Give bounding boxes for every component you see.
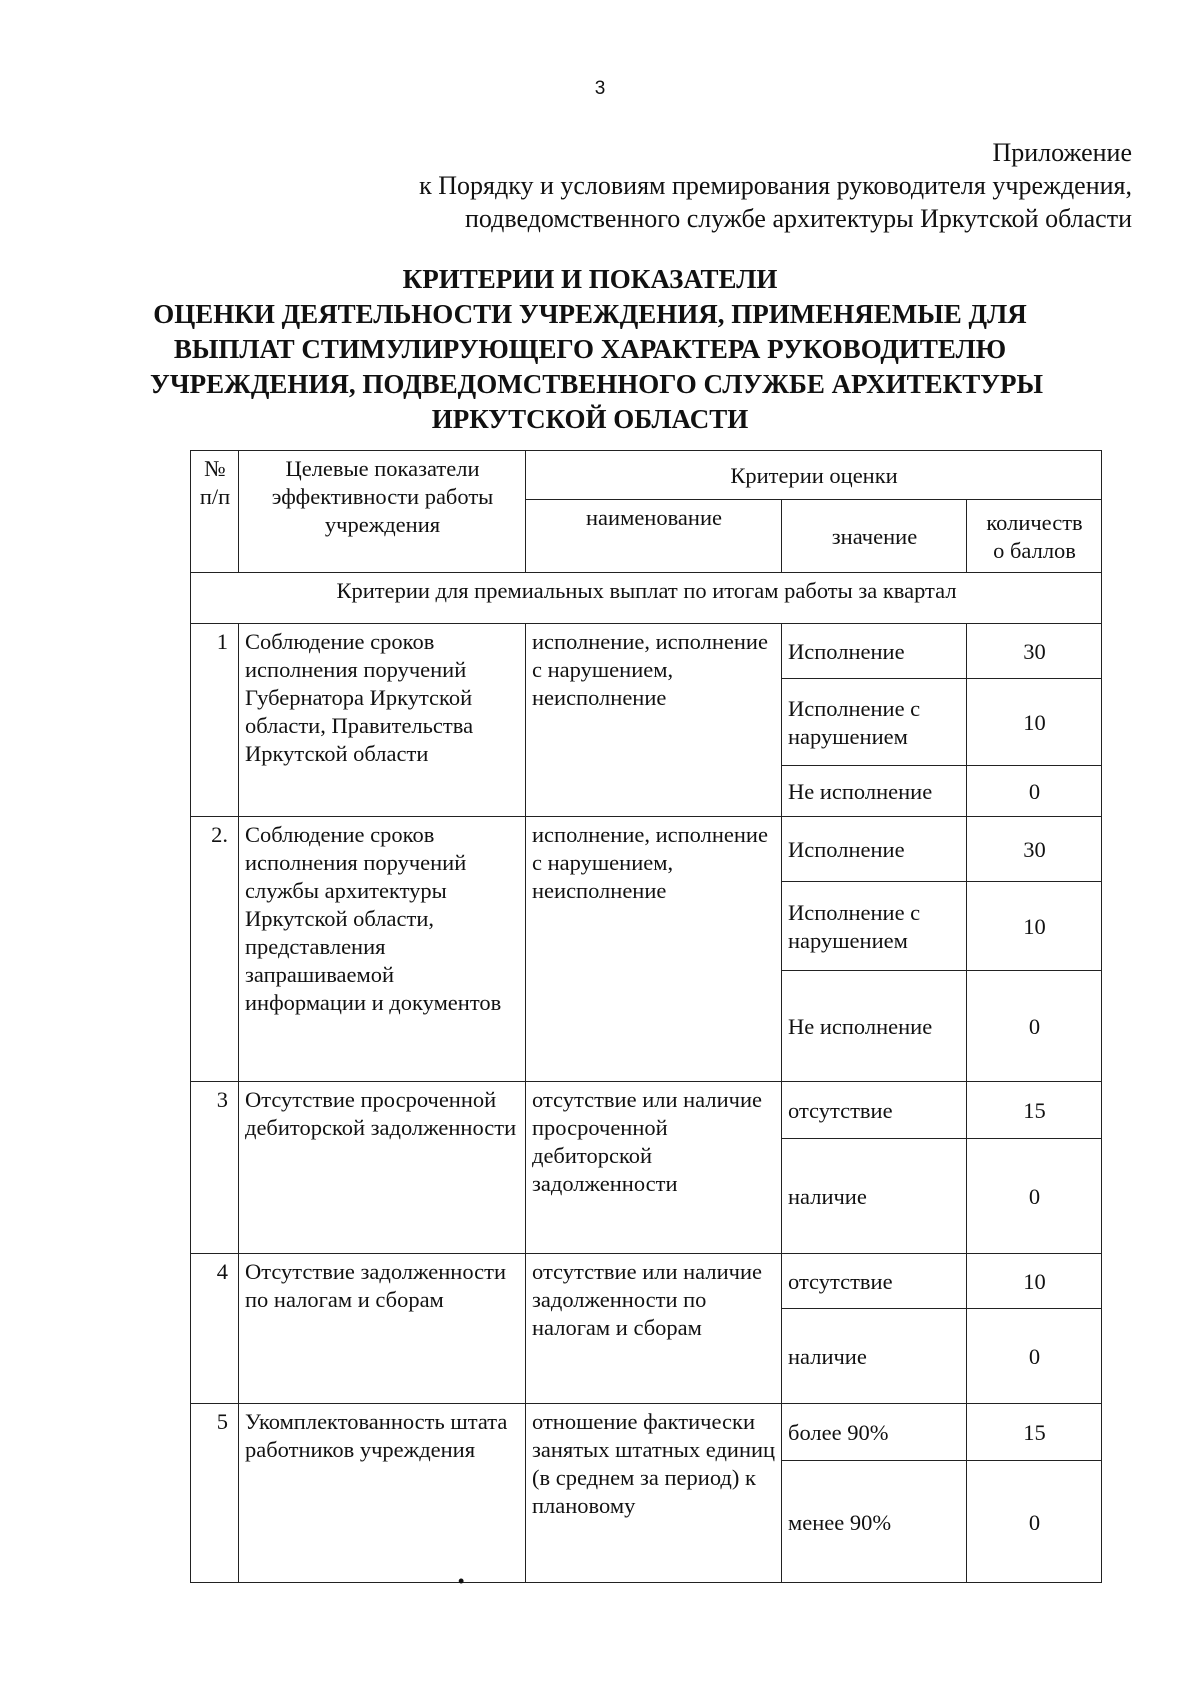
table-row bbox=[191, 624, 1102, 679]
option-value: наличие bbox=[782, 1309, 967, 1404]
option-value: Исполнение bbox=[782, 817, 967, 882]
header-points-line-1: количеств bbox=[986, 510, 1083, 535]
option-value: отсутствие bbox=[782, 1254, 967, 1309]
option-points: 0 bbox=[967, 971, 1102, 1082]
row-number: 4 bbox=[191, 1254, 239, 1404]
appendix-line-1: Приложение bbox=[992, 138, 1132, 167]
option-value: отсутствие bbox=[782, 1082, 967, 1139]
option-value: более 90% bbox=[782, 1404, 967, 1461]
title-line-3: ВЫПЛАТ СТИМУЛИРУЮЩЕГО ХАРАКТЕРА РУКОВОДИТЕЛЮ bbox=[173, 334, 1007, 364]
table-row bbox=[191, 817, 1102, 882]
row-criterion: отсутствие или наличие просроченной дебиторской задолженности bbox=[526, 1082, 782, 1254]
header-num-line-1: № bbox=[204, 456, 226, 481]
document-title bbox=[150, 262, 1044, 437]
row-criterion: отсутствие или наличие задолженности по налогам и сборам bbox=[526, 1254, 782, 1404]
row-criterion: отношение фактически занятых штатных единиц (в среднем за период) к плановому bbox=[526, 1404, 782, 1583]
option-points: 30 bbox=[967, 624, 1102, 679]
row-indicator: Соблюдение сроков исполнения поручений Губернатора Иркутской области, Правительства Иркутской области bbox=[239, 624, 526, 817]
option-points: 0 bbox=[967, 1139, 1102, 1254]
option-points: 0 bbox=[967, 1309, 1102, 1404]
header-row bbox=[191, 451, 1102, 500]
title-line-5: ИРКУТСКОЙ ОБЛАСТИ bbox=[431, 404, 749, 434]
row-indicator: Укомплектованность штата работников учреждения bbox=[239, 1404, 526, 1583]
header-points-line-2: о баллов bbox=[993, 538, 1076, 563]
option-points: 0 bbox=[967, 766, 1102, 817]
option-points: 10 bbox=[967, 679, 1102, 766]
title-line-1: КРИТЕРИИ И ПОКАЗАТЕЛИ bbox=[402, 264, 778, 294]
option-points: 15 bbox=[967, 1082, 1102, 1139]
page-number: 3 bbox=[594, 78, 606, 99]
table-row bbox=[191, 1254, 1102, 1309]
title-line-2: ОЦЕНКИ ДЕЯТЕЛЬНОСТИ УЧРЕЖДЕНИЯ, ПРИМЕНЯЕМЫЕ ДЛЯ bbox=[153, 299, 1027, 329]
row-number: 3 bbox=[191, 1082, 239, 1254]
table-row bbox=[191, 1082, 1102, 1139]
header-criteria-cell: Критерии оценки bbox=[526, 451, 1102, 500]
option-value: Не исполнение bbox=[782, 766, 967, 817]
appendix-line-2: к Порядку и условиям премирования руководителя учреждения, bbox=[419, 171, 1132, 200]
header-name-cell: наименование bbox=[526, 500, 782, 573]
option-value: наличие bbox=[782, 1139, 967, 1254]
header-num-cell bbox=[191, 451, 239, 573]
row-indicator: Отсутствие просроченной дебиторской задолженности bbox=[239, 1082, 526, 1254]
header-points-cell bbox=[967, 500, 1102, 573]
row-number: 5 bbox=[191, 1404, 239, 1583]
row-number: 1 bbox=[191, 624, 239, 817]
appendix-heading bbox=[419, 136, 1132, 235]
title-line-4: УЧРЕЖДЕНИЯ, ПОДВЕДОМСТВЕННОГО СЛУЖБЕ АРХИТЕКТУРЫ bbox=[150, 369, 1044, 399]
header-value-cell: значение bbox=[782, 500, 967, 573]
row-criterion: исполнение, исполнение с нарушением, неисполнение bbox=[526, 817, 782, 1082]
option-points: 0 bbox=[967, 1461, 1102, 1583]
option-value: Исполнение с нарушением bbox=[782, 882, 967, 971]
criteria-table bbox=[190, 450, 1102, 1583]
row-criterion: исполнение, исполнение с нарушением, неисполнение bbox=[526, 624, 782, 817]
option-points: 10 bbox=[967, 882, 1102, 971]
row-number: 2. bbox=[191, 817, 239, 1082]
appendix-line-3: подведомственного службе архитектуры Иркутской области bbox=[464, 204, 1132, 233]
footer-mark: • bbox=[458, 1571, 465, 1591]
option-value: Не исполнение bbox=[782, 971, 967, 1082]
option-value: Исполнение bbox=[782, 624, 967, 679]
row-indicator: Соблюдение сроков исполнения поручений службы архитектуры Иркутской области, представления запрашиваемой информации и документов bbox=[239, 817, 526, 1082]
table-row bbox=[191, 1404, 1102, 1461]
section-row bbox=[191, 573, 1102, 624]
option-points: 30 bbox=[967, 817, 1102, 882]
option-value: менее 90% bbox=[782, 1461, 967, 1583]
section-title: Критерии для премиальных выплат по итогам работы за квартал bbox=[191, 573, 1102, 624]
header-indicators-cell: Целевые показатели эффективности работы учреждения bbox=[239, 451, 526, 573]
option-value: Исполнение с нарушением bbox=[782, 679, 967, 766]
header-num-line-2: п/п bbox=[199, 484, 231, 509]
option-points: 10 bbox=[967, 1254, 1102, 1309]
row-indicator: Отсутствие задолженности по налогам и сборам bbox=[239, 1254, 526, 1404]
option-points: 15 bbox=[967, 1404, 1102, 1461]
